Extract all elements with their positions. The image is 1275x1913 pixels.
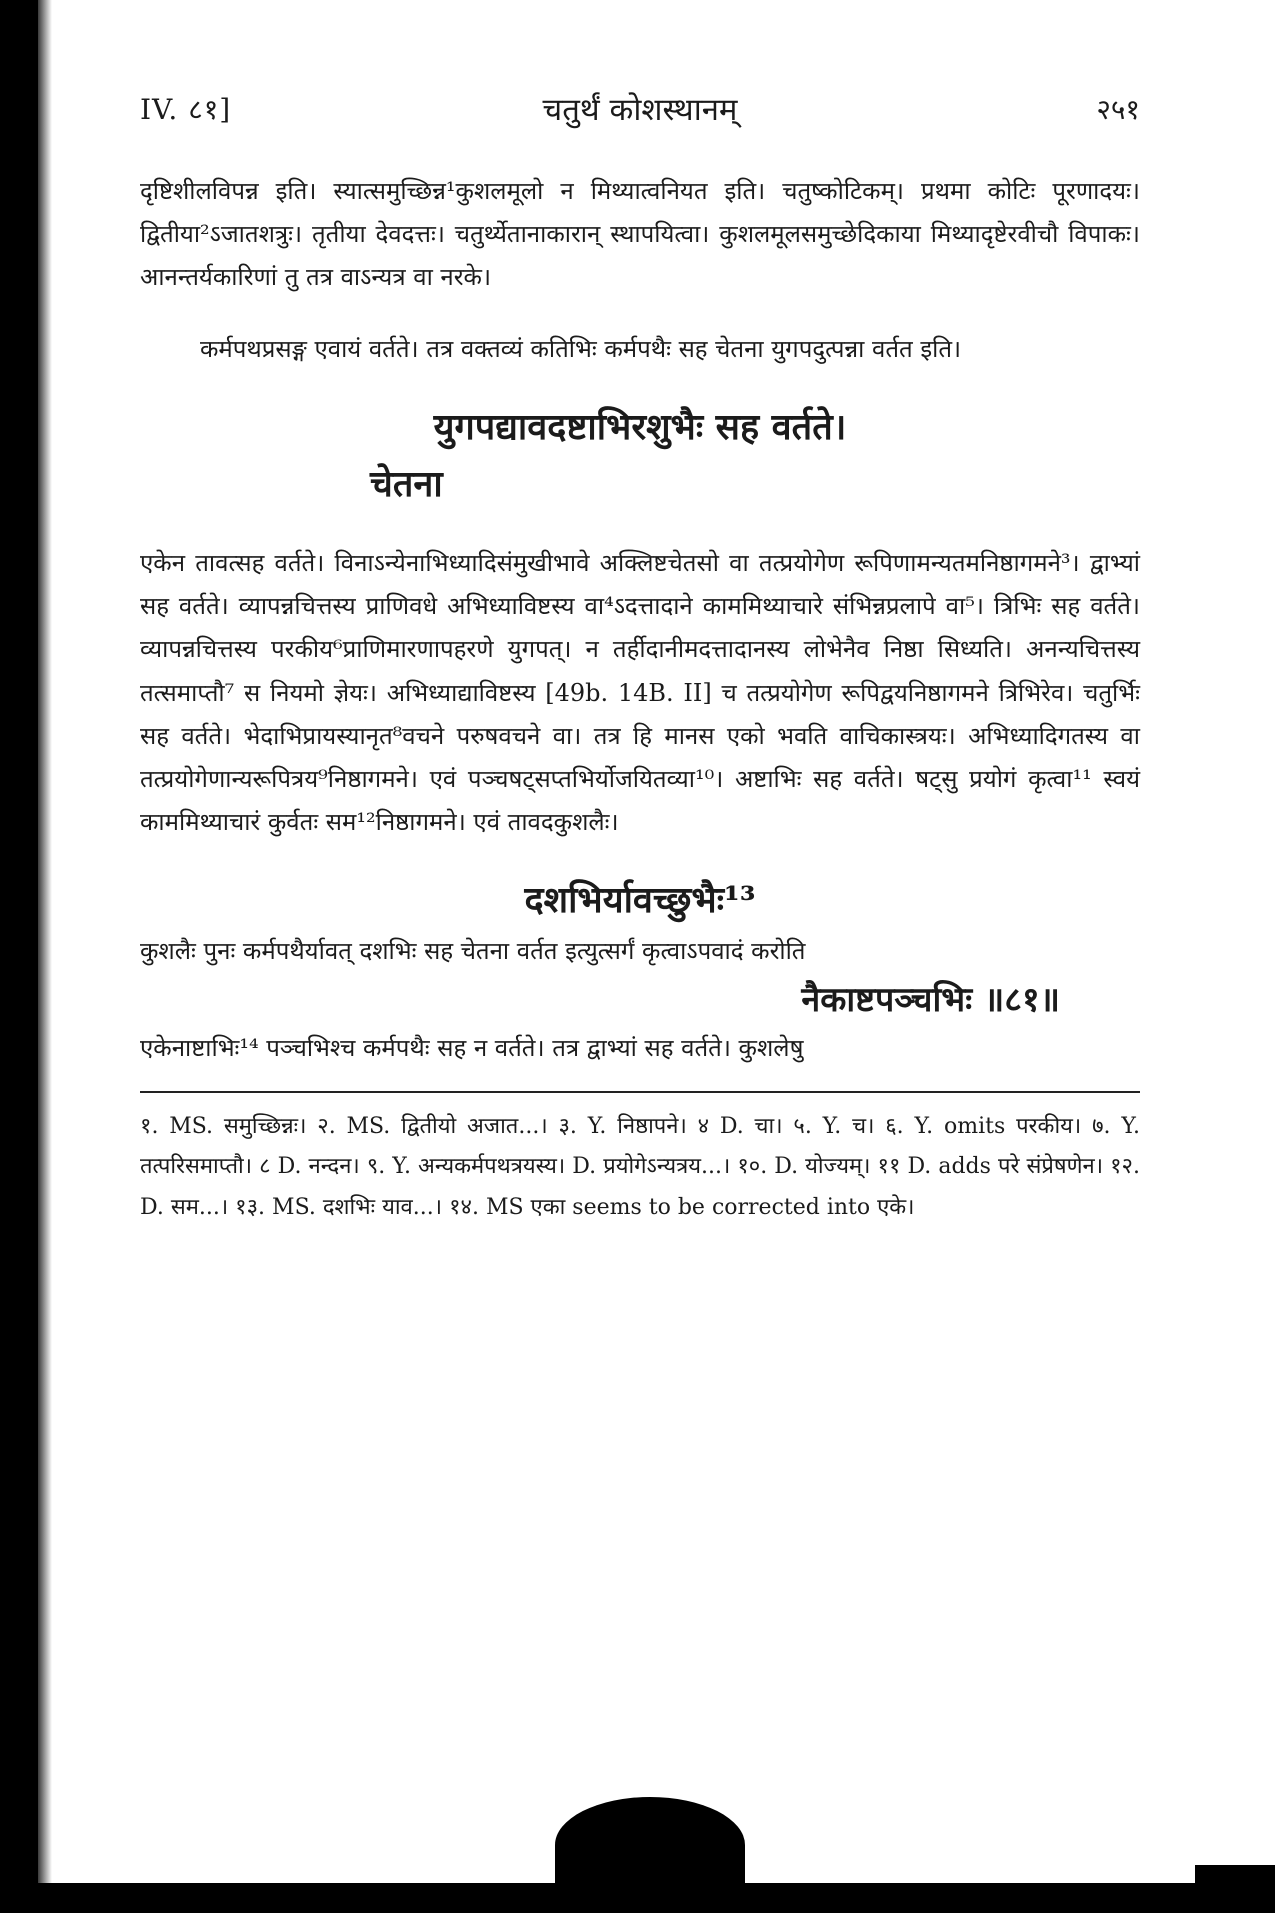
page-number: २५१	[1096, 93, 1140, 126]
verse-line-1: युगपद्यावदष्टाभिरशुभैः सह वर्तते।	[433, 405, 847, 448]
verse-line-3: दशभिर्यावच्छुभैः¹³	[524, 879, 756, 922]
scan-corner-smudge	[1195, 1865, 1275, 1885]
commentary-paragraph-1: दृष्टिशीलविपन्न इति। स्यात्समुच्छिन्न¹कुशलमूलो न मिथ्यात्वनियत इति। चतुष्कोटिकम्। प्रथमा कोटिः पूरणादयः। द्वितीया²ऽजातशत्रुः। तृतीया देवदत्तः। चतुर्थ्येतानाकारान् स्थापयित्वा। कुशलमूलसमुच्छेदिकाया मिथ्यादृष्टेरवीचौ विपाकः। आनन्तर्यकारिणां तु तत्र वाऽन्यत्र वा नरके।	[140, 177, 1140, 292]
footnotes: १. MS. समुच्छिन्नः। २. MS. द्वितीयो अजात...। ३. Y. निष्ठापने। ४ D. चा। ५. Y. च। ६. Y. omits परकीय। ७. Y. तत्परिसमाप्तौ। ८ D. नन्दन। ९. Y. अन्यकर्मपथत्रयस्य। D. प्रयोगेऽन्यत्रय...। १०. D. योज्यम्। ११ D. adds परे संप्रेषणेन। १२. D. सम...। १३. MS. दशभिः याव...। १४. MS एका seems to be corrected into एके।	[140, 1113, 1140, 1220]
chapter-reference: IV. ८१]	[140, 93, 232, 126]
verse-line-4: नैकाष्टपञ्चभिः ॥८१॥	[801, 980, 1060, 1021]
commentary-paragraph-4: कुशलैः पुनः कर्मपथैर्यावत् दशभिः सह चेतना वर्तत इत्युत्सर्गं कृत्वाऽपवादं करोति	[140, 936, 806, 965]
page-body	[140, 170, 1140, 1229]
commentary-paragraph-5: एकेनाष्टाभिः¹⁴ पञ्चभिश्च कर्मपथैः सह न वर्तते। तत्र द्वाभ्यां सह वर्तते। कुशलेषु	[140, 1034, 804, 1063]
scan-left-edge	[0, 0, 38, 1913]
verse-line-2: चेतना	[370, 463, 443, 506]
commentary-paragraph-3: एकेन तावत्सह वर्तते। विनाऽन्येनाभिध्यादिसंमुखीभावे अक्लिष्टचेतसो वा तत्प्रयोगेण रूपिणामन्यतमनिष्ठागमने³। द्वाभ्यां सह वर्तते। व्यापन्नचित्तस्य प्राणिवधे अभिध्याविष्टस्य वा⁴ऽदत्तादाने काममिथ्याचारे संभिन्नप्रलापे वा⁵। त्रिभिः सह वर्तते। व्यापन्नचित्तस्य परकीय⁶प्राणिमारणापहरणे युगपत्। न तर्हीदानीमदत्तादानस्य लोभेनैव निष्ठा सिध्यति। अनन्यचित्तस्य तत्समाप्तौ⁷ स नियमो ज्ञेयः। अभिध्याद्याविष्टस्य [49b. 14B. II] च तत्प्रयोगेण रूपिद्वयनिष्ठागमने त्रिभिरेव। चतुर्भिः सह वर्तते। भेदाभिप्रायस्यानृत⁸वचने परुषवचने वा। तत्र हि मानस एको भवति वाचिकास्त्रयः। अभिध्यादिगतस्य वा तत्प्रयोगेणान्यरूपित्रय⁹निष्ठागमने। एवं पञ्चषट्सप्तभिर्योजयितव्या¹⁰। अष्टाभिः सह वर्तते। षट्सु प्रयोगं कृत्वा¹¹ स्वयं काममिथ्याचारं कुर्वतः सम¹²निष्ठागमने। एवं तावदकुशलैः।	[140, 548, 1140, 837]
scan-thumb-smudge	[555, 1797, 745, 1893]
footnote-divider	[140, 1091, 1140, 1093]
commentary-paragraph-2: कर्मपथप्रसङ्ग एवायं वर्तते। तत्र वक्तव्यं कतिभिः कर्मपथैः सह चेतना युगपदुत्पन्ना वर्तत इति।	[200, 334, 962, 363]
scan-left-shadow	[38, 0, 52, 1913]
running-title: चतुर्थं कोशस्थानम्	[542, 92, 738, 128]
page-header	[140, 90, 1140, 130]
